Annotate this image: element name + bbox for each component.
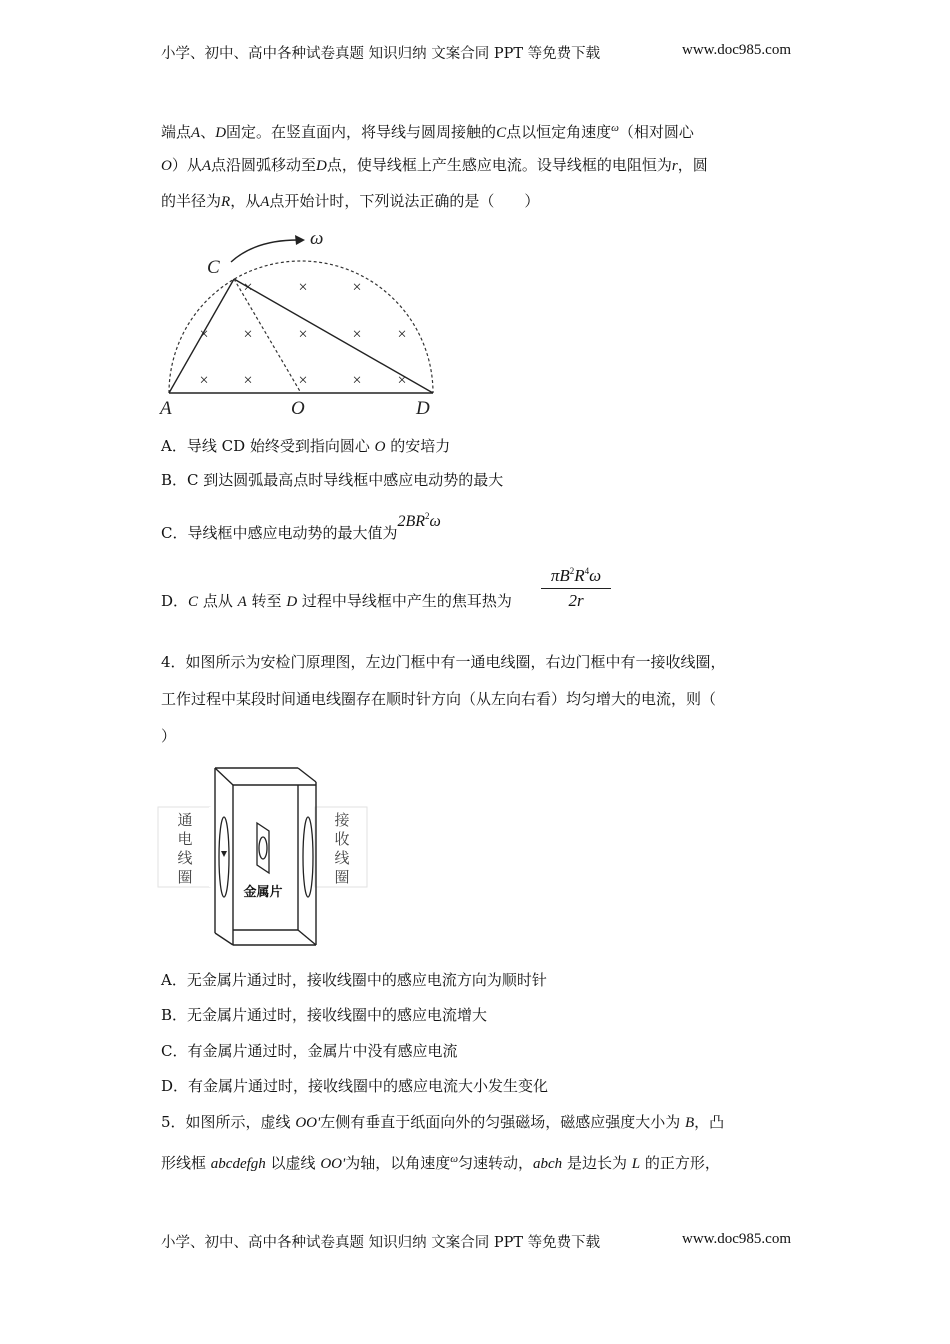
var-A: A bbox=[260, 194, 270, 210]
text: 点以恒定角速度 bbox=[506, 123, 612, 141]
var-OO-prime: OO' bbox=[320, 1156, 346, 1172]
svg-text:×: × bbox=[397, 326, 407, 343]
text: ，从 bbox=[230, 192, 261, 210]
text: 形线框 bbox=[161, 1154, 211, 1172]
var-A: A bbox=[191, 125, 201, 141]
var-r: r bbox=[671, 158, 678, 174]
text: C．导线框中感应电动势的最大值为 bbox=[161, 524, 398, 542]
text: 的安培力 bbox=[385, 437, 451, 455]
receiving-coil bbox=[303, 817, 313, 897]
header-url[interactable]: www.doc985.com bbox=[681, 42, 791, 58]
svg-text:×: × bbox=[298, 326, 308, 343]
metal-plate-label: 金属片 bbox=[243, 884, 283, 899]
var-OO-prime: OO' bbox=[295, 1115, 321, 1131]
svg-text:×: × bbox=[199, 372, 209, 389]
text: ，圆 bbox=[677, 156, 708, 174]
text: 固定。在竖直面内，将导线与圆周接触的 bbox=[226, 123, 497, 141]
text: 点，使导线框上产生感应电流。设导线框的电阻恒为 bbox=[326, 156, 672, 174]
header-text: 小学、初中、高中各种试卷真题 知识归纳 文案合同 PPT 等免费下载 bbox=[161, 46, 601, 62]
var-A: A bbox=[201, 158, 212, 174]
var-omega: ω bbox=[611, 122, 619, 134]
label-D: D bbox=[416, 398, 430, 419]
q4-option-d[interactable]: D．有金属片通过时，接收线圈中的感应电流大小发生变化 bbox=[161, 1077, 549, 1095]
text: 以虚线 bbox=[265, 1154, 321, 1172]
text: 左侧有垂直于纸面向外的匀强磁场，磁感应强度大小为 bbox=[320, 1113, 685, 1131]
text: 的半径为 bbox=[161, 192, 222, 210]
current-direction-arrow-icon bbox=[221, 851, 227, 857]
page-footer bbox=[161, 1231, 791, 1252]
text: 点从 bbox=[198, 592, 238, 610]
text: 过程中导线框中产生的焦耳热为 bbox=[297, 592, 512, 610]
text: 为轴，以角速度 bbox=[345, 1154, 451, 1172]
text: ）从 bbox=[171, 156, 202, 174]
label-C: C bbox=[207, 257, 220, 278]
svg-text:×: × bbox=[243, 326, 253, 343]
svg-text:×: × bbox=[352, 279, 362, 296]
var-C: C bbox=[188, 594, 199, 610]
q3-option-b[interactable]: B．C 到达圆弧最高点时导线框中感应电动势的最大 bbox=[161, 471, 504, 489]
text: A．导线 CD 始终受到指向圆心 bbox=[161, 437, 375, 455]
q3-stem-line-2 bbox=[161, 155, 791, 176]
q4-option-c[interactable]: C．有金属片通过时，金属片中没有感应电流 bbox=[161, 1042, 458, 1060]
q3-stem-line-3 bbox=[161, 191, 791, 212]
text: 端点 bbox=[161, 123, 192, 141]
svg-text:×: × bbox=[243, 279, 253, 296]
magnetic-field-crosses bbox=[199, 279, 406, 389]
q4-stem-line-3: ） bbox=[161, 727, 177, 745]
var-A: A bbox=[237, 594, 247, 610]
var-L: L bbox=[631, 1156, 641, 1172]
text: 是边长为 bbox=[562, 1154, 632, 1172]
text: 、 bbox=[200, 123, 216, 141]
svg-text:×: × bbox=[298, 279, 308, 296]
var-D: D bbox=[215, 125, 227, 141]
text: 点开始计时，下列说法正确的是（ ） bbox=[269, 192, 540, 210]
metal-plate-hole bbox=[259, 837, 267, 859]
svg-text:×: × bbox=[397, 372, 407, 389]
svg-text:×: × bbox=[199, 326, 209, 343]
var-C: C bbox=[496, 125, 507, 141]
arrow-head-icon bbox=[295, 235, 305, 245]
var-abch: abch bbox=[533, 1156, 563, 1172]
text: （相对圆心 bbox=[618, 123, 694, 141]
q3-option-d[interactable] bbox=[161, 591, 791, 612]
rotation-arrow-icon bbox=[231, 240, 298, 262]
q4-option-a[interactable]: A．无金属片通过时，接收线圈中的感应电流方向为顺时针 bbox=[161, 971, 547, 989]
var-frame: abcdefgh bbox=[210, 1156, 266, 1172]
text: 匀速转动， bbox=[457, 1154, 533, 1172]
page-header bbox=[161, 42, 791, 63]
text: D． bbox=[161, 592, 189, 610]
right-label-char: 收 bbox=[334, 832, 350, 848]
left-label-char: 线 bbox=[177, 851, 193, 867]
var-B: B bbox=[684, 1115, 695, 1131]
right-label-char: 圈 bbox=[334, 870, 350, 886]
var-R: R bbox=[221, 194, 231, 210]
footer-url[interactable]: www.doc985.com bbox=[681, 1231, 791, 1247]
fraction-denominator: 2r bbox=[568, 591, 584, 610]
q4-stem-line-2: 工作过程中某段时间通电线圈存在顺时针方向（从左向右看）均匀增大的电流，则（ bbox=[161, 690, 717, 708]
var-O: O bbox=[161, 158, 172, 174]
label-O: O bbox=[291, 398, 305, 419]
right-label-char: 线 bbox=[334, 851, 350, 867]
q3-semicircle-figure bbox=[150, 220, 450, 420]
q3-option-a[interactable] bbox=[161, 436, 791, 457]
fraction-numerator: $\pi B^2R^4\omega$ bbox=[541, 566, 611, 589]
q4-security-gate-figure bbox=[155, 765, 375, 950]
label-A: A bbox=[160, 398, 172, 419]
formula-joule-heat bbox=[541, 566, 611, 611]
text: 的正方形， bbox=[640, 1154, 720, 1172]
q4-stem-line-1: 4．如图所示为安检门原理图，左边门框中有一通电线圈，右边门框中有一接收线圈， bbox=[161, 653, 726, 671]
formula-emf-max: $2BR^2\omega$ bbox=[397, 511, 441, 530]
var-omega: ω bbox=[450, 1153, 458, 1165]
q3-option-c[interactable] bbox=[161, 511, 791, 544]
left-label-char: 通 bbox=[177, 813, 193, 829]
left-label-char: 电 bbox=[177, 832, 193, 848]
svg-text:×: × bbox=[243, 372, 253, 389]
text: 5．如图所示，虚线 bbox=[161, 1113, 296, 1131]
left-label-char: 圈 bbox=[177, 870, 193, 886]
svg-text:×: × bbox=[352, 372, 362, 389]
label-omega: ω bbox=[310, 228, 324, 249]
svg-text:×: × bbox=[298, 372, 308, 389]
text: 转至 bbox=[246, 592, 287, 610]
var-D: D bbox=[316, 158, 327, 174]
var-D: D bbox=[286, 594, 298, 610]
right-label-char: 接 bbox=[334, 813, 350, 829]
q5-stem-line-2 bbox=[161, 1149, 791, 1174]
footer-text: 小学、初中、高中各种试卷真题 知识归纳 文案合同 PPT 等免费下载 bbox=[161, 1235, 601, 1251]
text: ，凸 bbox=[694, 1113, 725, 1131]
svg-text:×: × bbox=[352, 326, 362, 343]
q4-option-b[interactable]: B．无金属片通过时，接收线圈中的感应电流增大 bbox=[161, 1006, 488, 1024]
var-O: O bbox=[374, 439, 386, 455]
q3-stem-line-1 bbox=[161, 118, 791, 143]
text: 点沿圆弧移动至 bbox=[211, 156, 317, 174]
q5-stem-line-1 bbox=[161, 1112, 791, 1133]
